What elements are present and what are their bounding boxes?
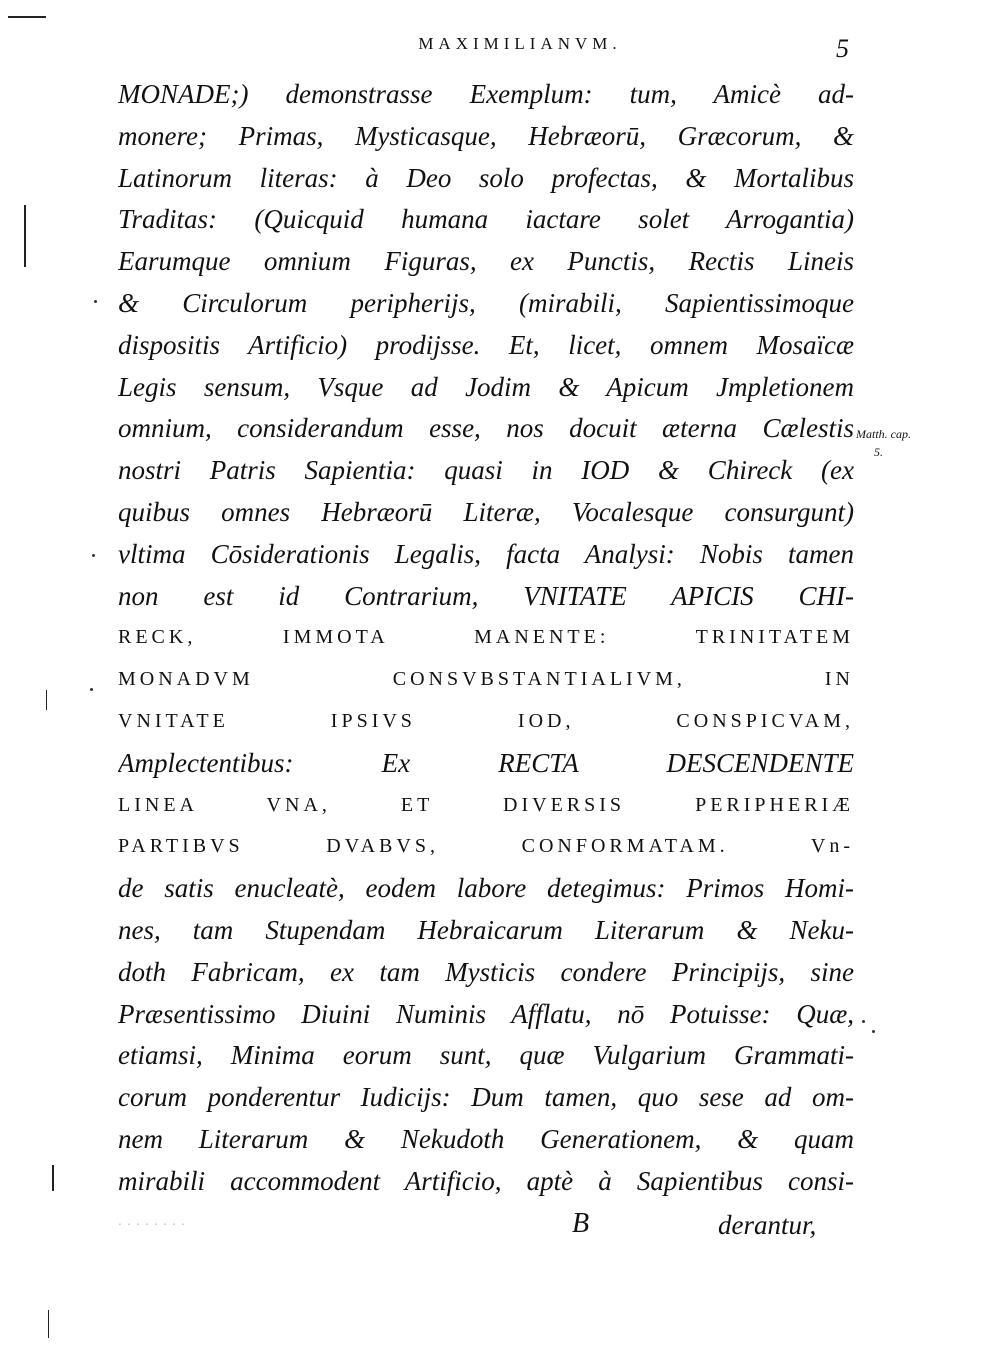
text-line: etiamsi, Minima eorum sunt, quæ Vulgarium Grammati- — [118, 1040, 854, 1071]
text-line: MONADVM CONSVBSTANTIALIVM, IN — [118, 668, 854, 691]
scan-mark — [8, 16, 46, 18]
running-title: MAXIMILIANVM. — [418, 34, 622, 53]
text-line: PARTIBVS DVABVS, CONFORMATAM. Vn- — [118, 835, 854, 858]
text-line: dispositis Artificio) prodijsse. Et, licet, omnem Mosaïcæ — [118, 329, 854, 360]
scan-mark — [52, 1165, 54, 1191]
text-line: de satis enucleatè, eodem labore detegimus: Primos Homi- — [118, 873, 854, 904]
scan-dot — [94, 300, 97, 303]
text-line: Legis sensum, Vsque ad Jodim & Apicum Jmpletionem — [118, 371, 854, 402]
text-line: Latinorum literas: à Deo solo profectas, & Mortalibus — [118, 162, 854, 193]
text-line: Amplectentibus: Ex RECTA DESCENDENTE — [118, 747, 854, 778]
scan-mark — [46, 690, 47, 710]
margin-note — [856, 425, 976, 461]
body-text — [118, 74, 854, 1203]
text-line: Traditas: (Quicquid humana iactare solet Arrogantia) — [118, 204, 854, 235]
text-line: Earumque omnium Figuras, ex Punctis, Rectis Lineis — [118, 246, 854, 277]
text-line: LINEA VNA, ET DIVERSIS PERIPHERIÆ — [118, 793, 854, 816]
text-line: MONADE;) demonstrasse Exemplum: tum, Amicè ad- — [118, 79, 854, 109]
scan-dot — [872, 1030, 875, 1033]
faded-ink-smudge: · · · · · · · · — [118, 1218, 186, 1233]
catchword: derantur, — [718, 1210, 817, 1240]
text-line: mirabili accommodent Artificio, aptè à Sapientibus consi- — [118, 1165, 854, 1196]
text-line: corum ponderentur Iudicijs: Dum tamen, quo sese ad om- — [118, 1082, 854, 1113]
scan-dot — [862, 1020, 865, 1023]
margin-note-line: Matth. cap. — [856, 427, 911, 441]
text-line: monere; Primas, Mysticasque, Hebræorū, Græcorum, & — [118, 120, 854, 151]
text-line: quibus omnes Hebræorū Literæ, Vocalesque consurgunt) — [118, 496, 854, 527]
scan-dot — [92, 554, 95, 557]
text-line: & Circulorum peripherijs, (mirabili, Sapientissimoque — [118, 287, 854, 318]
text-line: doth Fabricam, ex tam Mysticis condere Principijs, sine — [118, 956, 854, 987]
text-line: Præsentissimo Diuini Numinis Afflatu, nō Potuisse: Quæ, — [118, 998, 854, 1029]
text-line: nem Literarum & Nekudoth Generationem, & quam — [118, 1123, 854, 1154]
text-line: VNITATE IPSIVS IOD, CONSPICVAM, — [118, 709, 854, 732]
text-line: nostri Patris Sapientia: quasi in IOD & Chireck (ex — [118, 455, 854, 486]
text-line: vltima Cōsiderationis Legalis, facta Analysi: Nobis tamen — [118, 538, 854, 569]
text-line: RECK, IMMOTA MANENTE: TRINITATEM — [118, 626, 854, 649]
scan-mark — [48, 1310, 49, 1338]
text-line: omnium, considerandum esse, nos docuit æterna Cælestis — [118, 413, 854, 444]
page-number: 5 — [836, 34, 849, 63]
text-line: non est id Contrarium, VNITATE APICIS CHI- — [118, 580, 854, 611]
scan-dot — [90, 688, 93, 691]
scan-mark — [24, 205, 26, 267]
margin-note-line: 5. — [874, 445, 883, 459]
signature-mark: B — [572, 1208, 590, 1239]
text-line: nes, tam Stupendam Hebraicarum Literarum & Neku- — [118, 914, 854, 945]
